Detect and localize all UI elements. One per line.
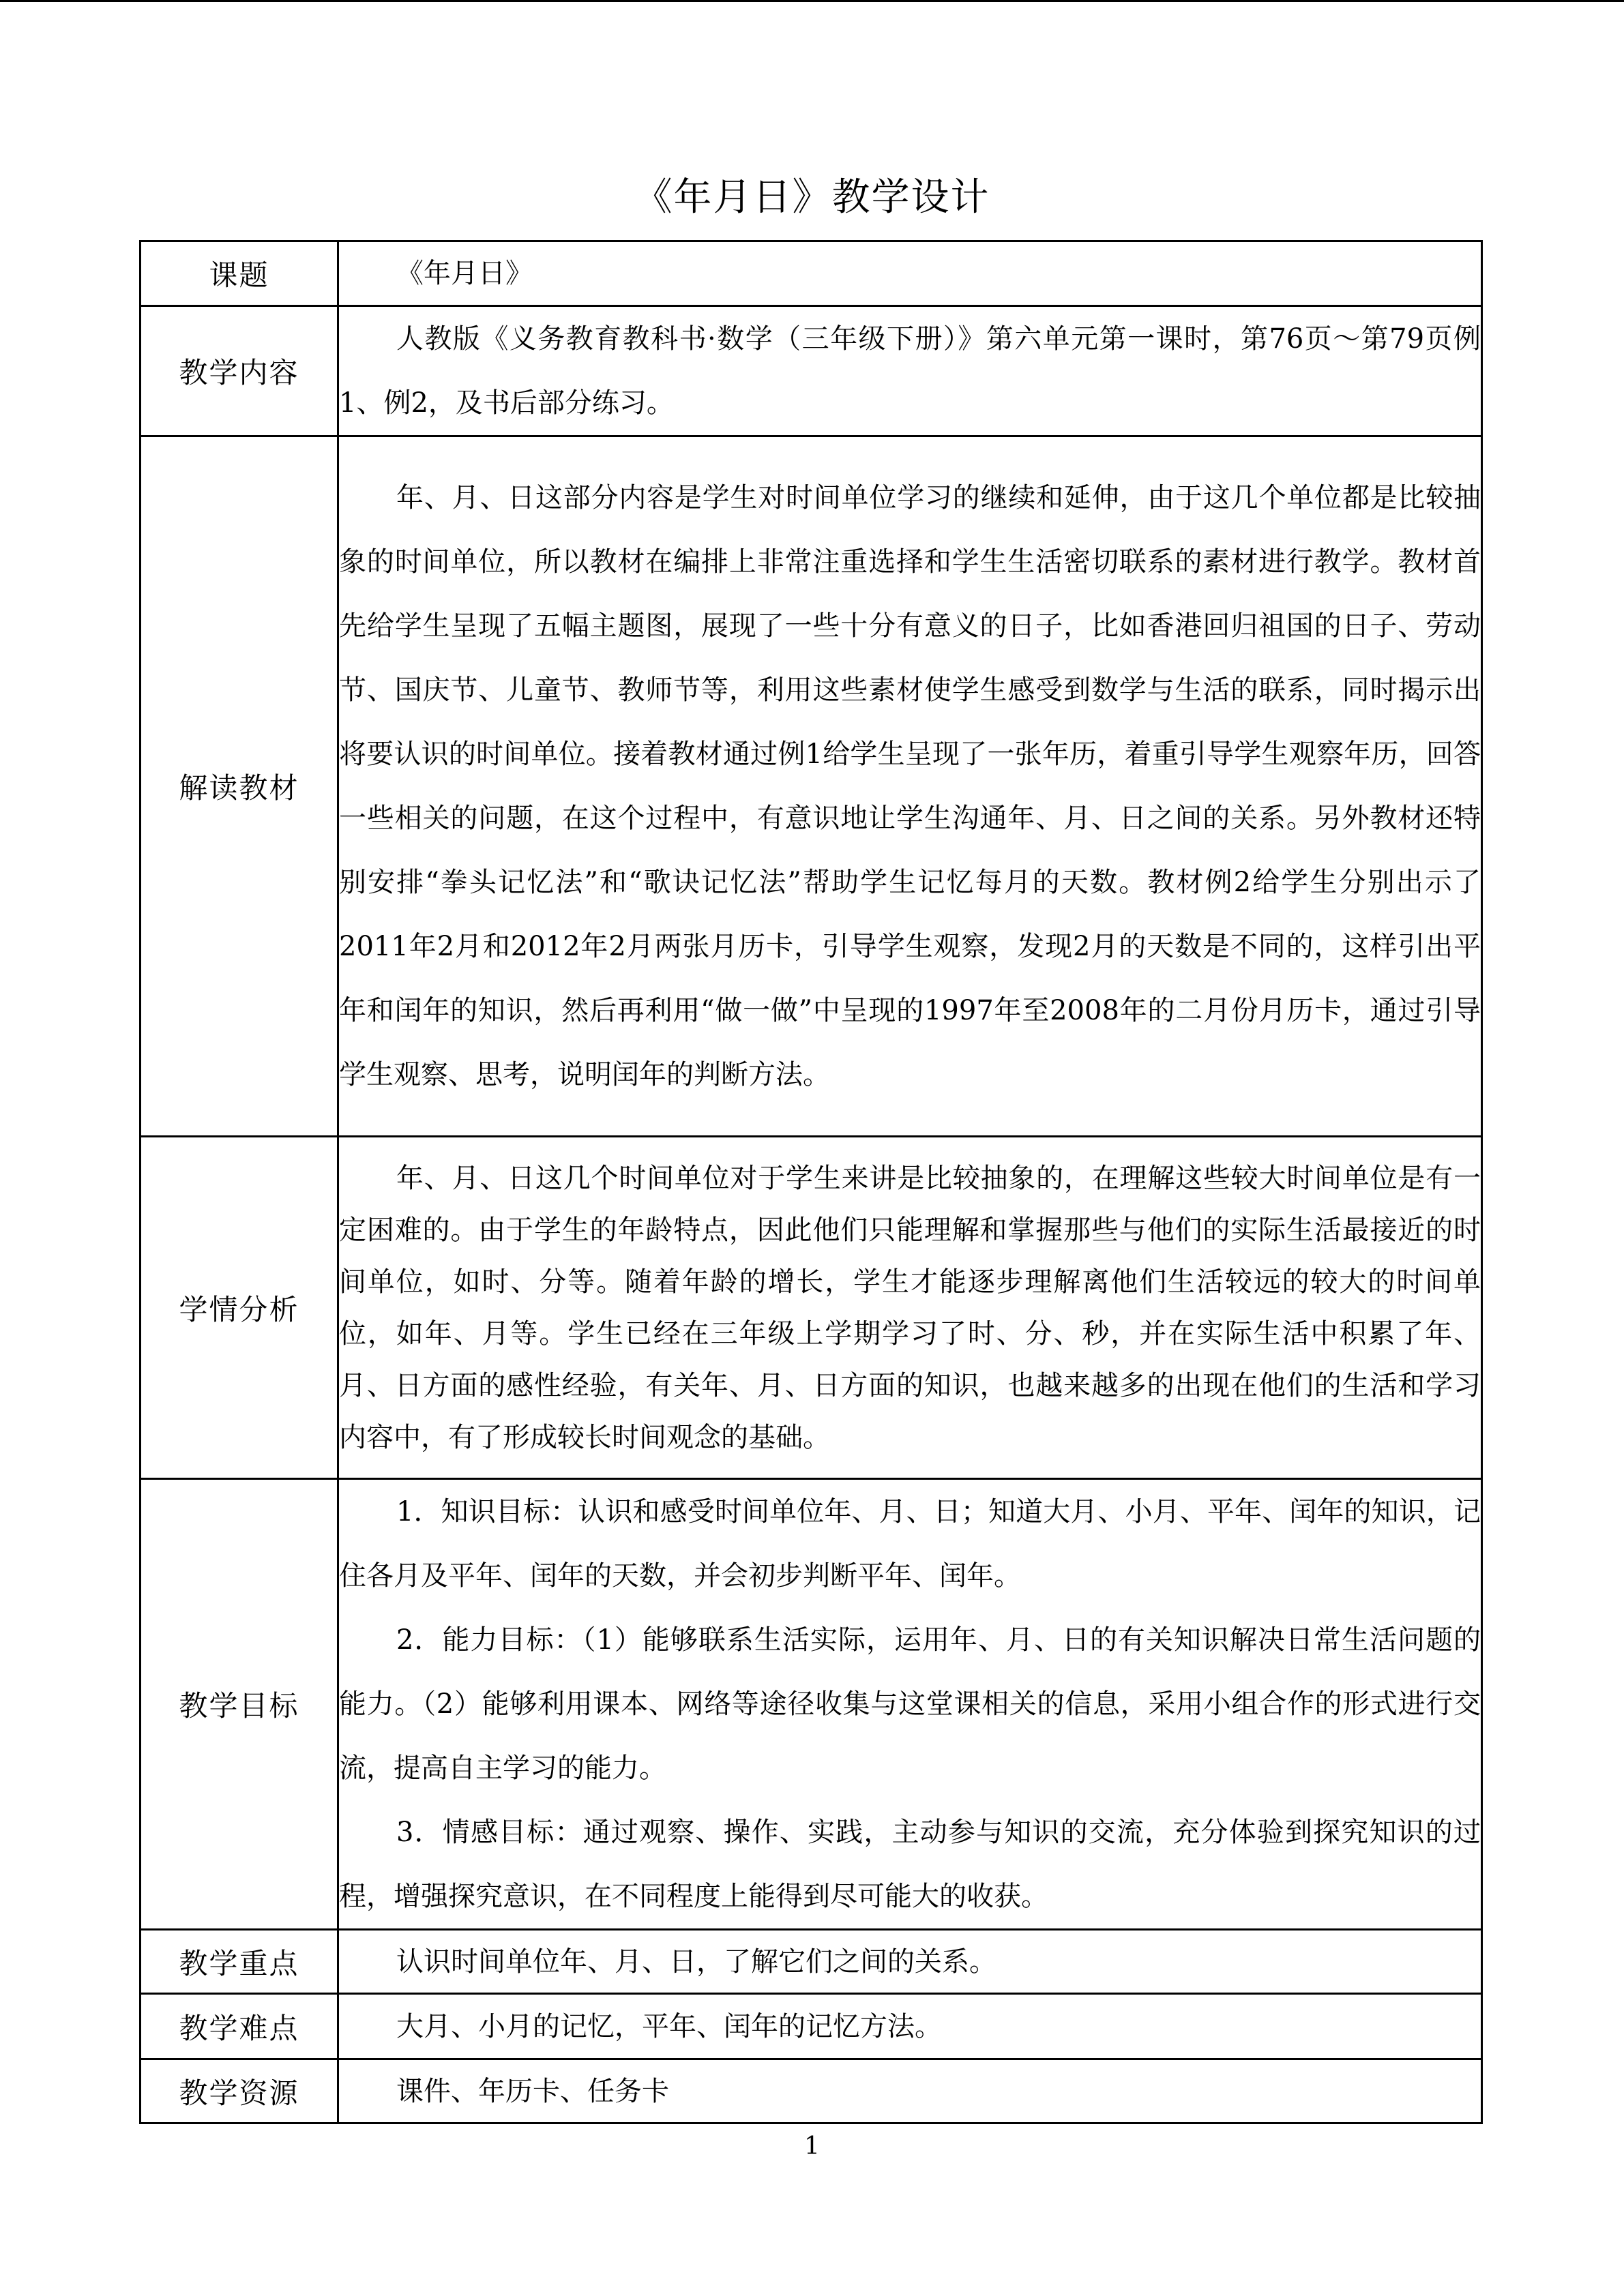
row-label-textbook-analysis: 解读教材	[141, 436, 338, 1137]
row-label-key-points: 教学重点	[141, 1930, 338, 1994]
content-paragraph: 认识时间单位年、月、日，了解它们之间的关系。	[396, 1945, 996, 1978]
row-label-difficult-points: 教学难点	[141, 1994, 338, 2059]
row-label-student-analysis: 学情分析	[141, 1137, 338, 1479]
row-label-resources: 教学资源	[141, 2059, 338, 2123]
content-paragraph: 1．知识目标：认识和感受时间单位年、月、日；知道大月、小月、平年、闰年的知识，记住各月及平年、闰年的天数，并会初步判断平年、闰年。	[339, 1496, 1481, 1592]
content-paragraph: 人教版《义务教育教科书·数学（三年级下册）》第六单元第一课时，第76页～第79页例1、例2，及书后部分练习。	[339, 323, 1481, 419]
content-paragraph: 3．情感目标：通过观察、操作、实践，主动参与知识的交流，充分体验到探究知识的过程，增强探究意识，在不同程度上能得到尽可能大的收获。	[339, 1817, 1481, 1912]
content-paragraph: 年、月、日这部分内容是学生对时间单位学习的继续和延伸，由于这几个单位都是比较抽象的时间单位，所以教材在编排上非常注重选择和学生生活密切联系的素材进行教学。教材首先给学生呈现了五幅主题图，展现了一些十分有意义的日子，比如香港回归祖国的日子、劳动节、国庆节、儿童节、教师节等，利用这些素材使学生感受到数学与生活的联系，同时揭示出将要认识的时间单位。接着教材通过例1给学生呈现了一张年历，着重引导学生观察年历，回答一些相关的问题，在这个过程中，有意识地让学生沟通年、月、日之间的关系。另外教材还特别安排“拳头记忆法”和“歌诀记忆法”帮助学生记忆每月的天数。教材例2给学生分别出示了2011年2月和2012年2月两张月历卡，引导学生观察，发现2月的天数是不同的，这样引出平年和闰年的知识，然后再利用“做一做”中呈现的1997年至2008年的二月份月历卡，通过引导学生观察、思考，说明闰年的判断方法。	[339, 482, 1481, 1090]
row-content-resources	[338, 2059, 1482, 2123]
table-row	[141, 436, 1482, 1137]
row-label-teaching-content: 教学内容	[141, 306, 338, 436]
page-top-border	[0, 0, 1624, 2]
content-paragraph: 2．能力目标：（1）能够联系生活实际，运用年、月、日的有关知识解决日常生活问题的能力。（2）能够利用课本、网络等途径收集与这堂课相关的信息，采用小组合作的形式进行交流，提高自主学习的能力。	[339, 1624, 1481, 1784]
table-row	[141, 1137, 1482, 1479]
content-paragraph: 课件、年历卡、任务卡	[396, 2075, 669, 2107]
table-row	[141, 1930, 1482, 1994]
content-paragraph: 年、月、日这几个时间单位对于学生来讲是比较抽象的，在理解这些较大时间单位是有一定困难的。由于学生的年龄特点，因此他们只能理解和掌握那些与他们的实际生活最接近的时间单位，如时、分等。随着年龄的增长，学生才能逐步理解离他们生活较远的较大的时间单位，如年、月等。学生已经在三年级上学期学习了时、分、秒，并在实际生活中积累了年、月、日方面的感性经验，有关年、月、日方面的知识，也越来越多的出现在他们的生活和学习内容中，有了形成较长时间观念的基础。	[339, 1162, 1481, 1453]
row-content-difficult-points	[338, 1994, 1482, 2059]
row-content-teaching-content	[338, 306, 1482, 436]
content-paragraph: 大月、小月的记忆，平年、闰年的记忆方法。	[396, 2010, 942, 2042]
page-number: 1	[804, 2132, 820, 2160]
row-content-topic	[338, 241, 1482, 306]
table-row	[141, 1994, 1482, 2059]
row-label-topic: 课题	[141, 241, 338, 306]
row-content-teaching-objectives	[338, 1479, 1482, 1930]
table-row	[141, 241, 1482, 306]
table-row	[141, 306, 1482, 436]
lesson-plan-table	[139, 240, 1483, 2124]
document-title: 《年月日》教学设计	[634, 175, 990, 220]
row-label-teaching-objectives: 教学目标	[141, 1479, 338, 1930]
row-content-textbook-analysis	[338, 436, 1482, 1137]
row-content-key-points	[338, 1930, 1482, 1994]
table-row	[141, 2059, 1482, 2123]
table-row	[141, 1479, 1482, 1930]
content-paragraph: 《年月日》	[396, 258, 533, 289]
row-content-student-analysis	[338, 1137, 1482, 1479]
